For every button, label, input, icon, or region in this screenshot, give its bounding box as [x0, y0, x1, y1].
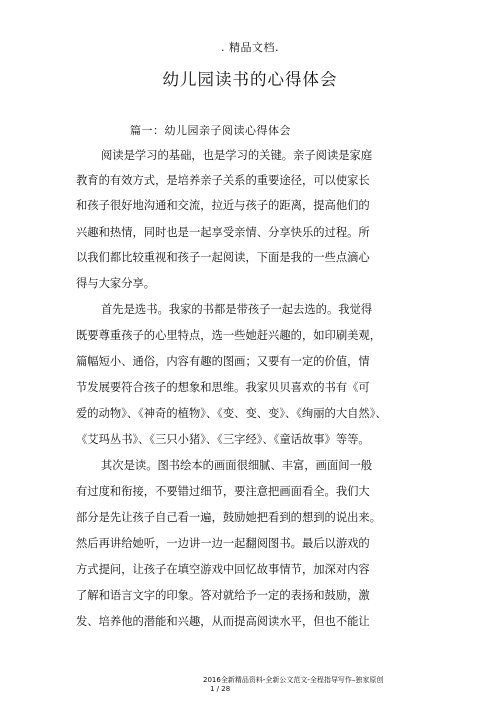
paragraph-line: 方式提问，让孩子在填空游戏中回忆故事情节，加深对内容 — [76, 563, 370, 576]
document-title: 幼儿园读书的心得体会 — [162, 70, 338, 89]
paragraph-line: 阅读是学习的基础，也是学习的关键。亲子阅读是家庭 — [101, 149, 373, 162]
paragraph-line: 部分是先让孩子自己看一遍，鼓励她把看到的想到的说出来。 — [76, 511, 382, 524]
paragraph-line: 以我们都比较重视和孩子一起阅读，下面是我的一些点滴心 — [76, 251, 370, 264]
paragraph-line: 了解和语言文字的印象。答对就给予一定的表扬和鼓励，激 — [76, 589, 370, 602]
paragraph-line: 首先是选书。我家的书都是带孩子一起去选的。我觉得 — [101, 303, 373, 316]
paragraph-line: 教育的有效方式，是培养亲子关系的重要途径，可以使家长 — [76, 174, 370, 187]
paragraph-line: 有过度和衔接，不要错过细节，要注意把画面看全。我们大 — [76, 485, 370, 498]
page-number: 1 / 28 — [210, 685, 231, 693]
paragraph-line: 和孩子很好地沟通和交流，拉近与孩子的距离，提高他们的 — [76, 199, 370, 212]
paragraph-line: 得与大家分享。 — [76, 277, 156, 290]
paragraph-line: 《艾玛丛书》、《三只小猪》、《三字经》、《童话故事》等等。 — [76, 433, 370, 446]
paragraph-line: 其次是读。图书绘本的画面很细腻、丰富，画面间一般 — [101, 459, 373, 472]
footer-source-text: 2016全新精品资料-全新公文范文-全程指导写作–独家原创 — [203, 676, 384, 684]
paragraph-line: 爱的动物》、《神奇的植物》、《变、变、变》、《绚丽的大自然》、 — [76, 407, 387, 420]
section-subtitle: 篇一：幼儿园亲子阅读心得体会 — [130, 124, 291, 137]
paragraph-line: 既要尊重孩子的心里特点，选一些她赶兴趣的，如印刷美观， — [76, 329, 382, 342]
paragraph-line: 节发展要符合孩子的想象和思维。我家贝贝喜欢的书有《可 — [76, 381, 370, 394]
paragraph-line: 兴趣和热情，同时也是一起享受亲情、分享快乐的过程。所 — [76, 226, 370, 239]
paragraph-line: 篇幅短小、通俗，内容有趣的图画；又要有一定的价值，情 — [76, 355, 370, 368]
paragraph-line: 发、培养他的潜能和兴趣，从而提高阅读水平，但也不能让 — [76, 615, 370, 628]
paragraph-line: 然后再讲给她听，一边讲一边一起翻阅图书。最后以游戏的 — [76, 537, 370, 550]
page-header: . 精品文档. — [221, 41, 279, 54]
